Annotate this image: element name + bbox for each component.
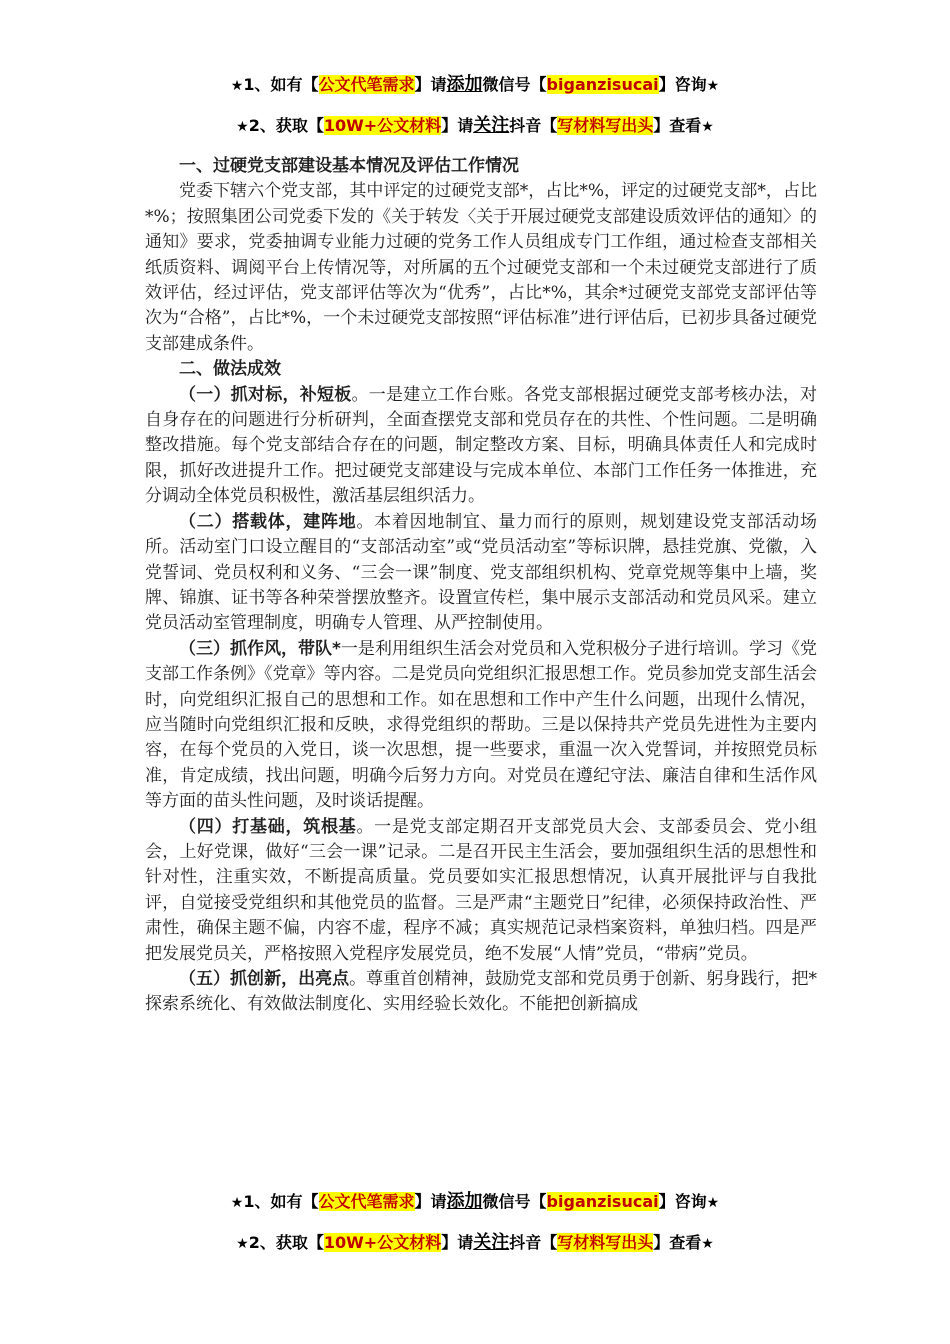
star-icon: ★ bbox=[230, 78, 244, 94]
paragraph-sub-4: （四）打基础，筑根基。一是党支部定期召开支部党员大会、支部委员会、党小组会，上好党课，做好“三会一课”记录。二是召开民主生活会，要加强组织生活的思想性和针对性，注重实效，不断提高质量。党员要如实汇报思想情况，认真开展批评与自我批评，自觉接受党组织和其他党员的监督。三是严肃“主题党日”纪律，必须保持政治性、严肃性，确保主题不偏，内容不虚，程序不减；真实规范记录档案资料，单独归档。四是严把发展党员关，严格按照入党程序发展党员，绝不发展“人情”党员，“带病”党员。 bbox=[145, 816, 818, 964]
subheading: （三）抓作风，带队* bbox=[179, 638, 341, 659]
subheading: （二）搭载体，建阵地 bbox=[179, 511, 357, 532]
subheading: （四）打基础，筑根基 bbox=[179, 816, 357, 837]
underlined-text: 添加 bbox=[446, 74, 483, 95]
bottom-banner-line-1: ★1、如有【公文代笔需求】请添加微信号【biganzisucai】咨询★ bbox=[230, 1191, 720, 1212]
paragraph-sub-3: （三）抓作风，带队*一是利用组织生活会对党员和入党积极分子进行培训。学习《党支部工作条例》《党章》等内容。二是党员向党组织汇报思想工作。党员参加党支部生活会时，向党组织汇报自己的思想和工作。如在思想和工作中产生什么问题，出现什么情况，应当随时向党组织汇报和反映，求得党组织的帮助。三是以保持共产党员先进性为主要内容，在每个党员的入党日，谈一次思想，提一些要求，重温一次入党誓词，并按照党员标准，肯定成绩，找出问题，明确今后努力方向。对党员在遵纪守法、廉洁自律和生活作风等方面的苗头性问题，及时谈话提醒。 bbox=[145, 638, 818, 812]
star-icon: ★ bbox=[706, 78, 720, 94]
top-banner-line-1: ★1、如有【公文代笔需求】请添加微信号【biganzisucai】咨询★ bbox=[230, 74, 720, 95]
wechat-id: biganzisucai bbox=[546, 1192, 659, 1211]
paragraph-sub-5: （五）抓创新，出亮点。尊重首创精神，鼓励党支部和党员勇于创新、躬身践行，把*探索系统化、有效做法制度化、实用经验长效化。不能把创新搞成 bbox=[145, 969, 818, 1015]
subheading: （五）抓创新，出亮点 bbox=[179, 969, 350, 989]
underlined-text: 关注 bbox=[473, 115, 510, 136]
star-icon: ★ bbox=[701, 119, 714, 135]
paragraph-1: 党委下辖六个党支部，其中评定的过硬党支部*，占比*%，评定的过硬党支部*，占比*%；按照集团公司党委下发的《关于转发〈关于开展过硬党支部建设质效评估的通知〉的通知》要求，党委抽调专业能力过硬的党务工作人员组成专门工作组，通过检查支部相关纸质资料、调阅平台上传情况等，对所属的五个过硬党支部和一个未过硬党支部进行了质效评估，经过评估，党支部评估等次为“优秀”，占比*%，其余*过硬党支部党支部评估等次为“合格”，占比*%，一个未过硬党支部按照“评估标准”进行评估后，已初步具备过硬党支部建成条件。 bbox=[145, 181, 817, 354]
underlined-text: 关注 bbox=[473, 1232, 510, 1253]
highlight-text: 公文代笔需求 bbox=[318, 1192, 415, 1211]
paragraph-sub-1: （一）抓对标，补短板。一是建立工作台账。各党支部根据过硬党支部考核办法，对自身存在的问题进行分析研判，全面查摆党支部和党员存在的共性、个性问题。二是明确整改措施。每个党支部结合存在的问题，制定整改方案、目标，明确具体责任人和完成时限，抓好改进提升工作。把过硬党支部建设与完成本单位、本部门工作任务一体推进，充分调动全体党员积极性，激活基层组织活力。 bbox=[145, 384, 817, 507]
paragraph-sub-2: （二）搭载体，建阵地。本着因地制宜、量力而行的原则，规划建设党支部活动场所。活动室门口设立醒目的“支部活动室”或“党员活动室”等标识牌，悬挂党旗、党徽，入党誓词、党员权利和义务、“三会一课”制度、党支部组织机构、党章党规等集中上墙，奖牌、锦旗、证书等各种荣誉摆放整齐。设置宣传栏，集中展示支部活动和党员风采。建立党员活动室管理制度，明确专人管理、从严控制使用。 bbox=[145, 511, 818, 634]
bottom-banner-line-2: ★2、获取【10W+公文材料】请关注抖音【写材料写出头】查看★ bbox=[236, 1232, 714, 1253]
star-icon: ★ bbox=[236, 119, 249, 135]
section-heading-1: 一、过硬党支部建设基本情况及评估工作情况 bbox=[179, 156, 519, 176]
subheading: （一）抓对标，补短板 bbox=[179, 384, 352, 405]
douyin-account: 写材料写出头 bbox=[557, 1233, 654, 1252]
star-icon: ★ bbox=[706, 1195, 720, 1211]
highlight-text: 10W+公文材料 bbox=[323, 116, 442, 135]
highlight-text: 10W+公文材料 bbox=[323, 1233, 442, 1252]
star-icon: ★ bbox=[236, 1236, 249, 1252]
top-banner-line-2: ★2、获取【10W+公文材料】请关注抖音【写材料写出头】查看★ bbox=[236, 115, 714, 136]
highlight-text: 公文代笔需求 bbox=[318, 75, 415, 94]
star-icon: ★ bbox=[701, 1236, 714, 1252]
star-icon: ★ bbox=[230, 1195, 244, 1211]
document-body bbox=[145, 154, 817, 1018]
wechat-id: biganzisucai bbox=[546, 75, 659, 94]
underlined-text: 添加 bbox=[446, 1191, 483, 1212]
section-heading-2: 二、做法成效 bbox=[179, 359, 281, 380]
douyin-account: 写材料写出头 bbox=[557, 116, 654, 135]
